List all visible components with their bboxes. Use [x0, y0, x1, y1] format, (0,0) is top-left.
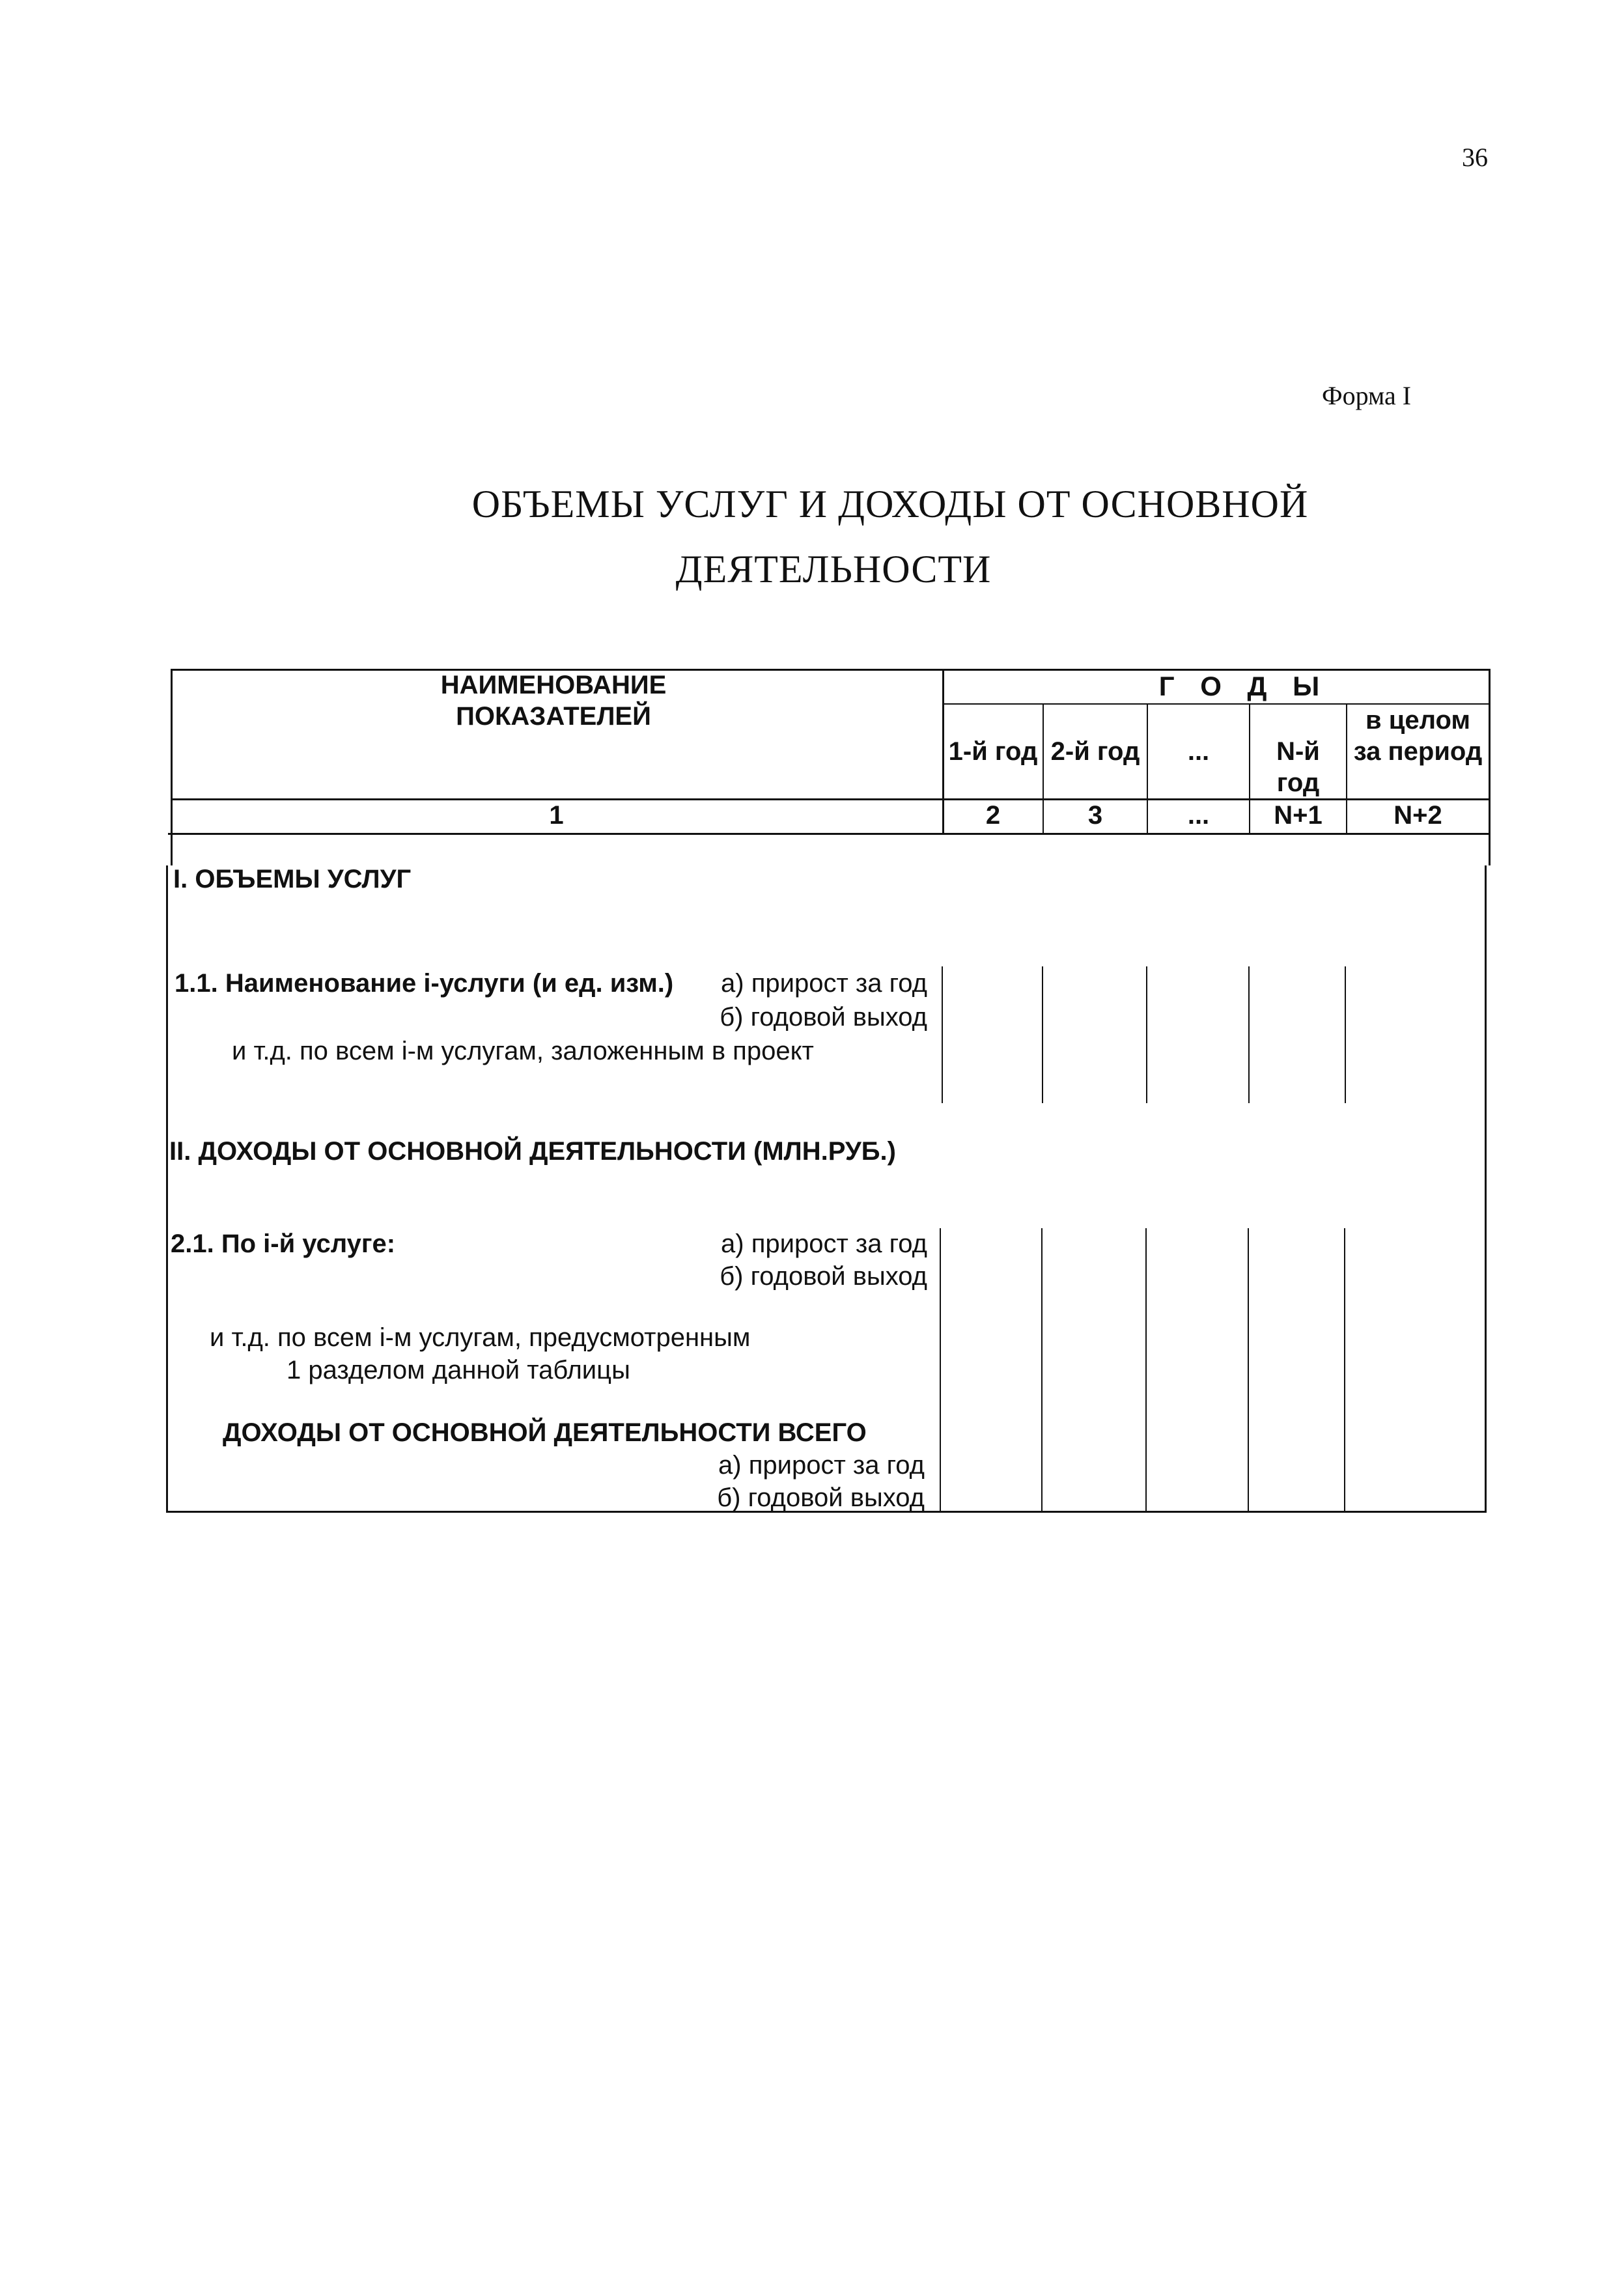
- page-number: 36: [1462, 143, 1488, 172]
- section-2-heading: II. ДОХОДЫ ОТ ОСНОВНОЙ ДЕЯТЕЛЬНОСТИ (МЛН.РУБ.): [169, 1137, 896, 1166]
- s2-divider-name: [940, 1228, 941, 1511]
- section-2-etc-line-1: и т.д. по всем i-м услугам, предусмотренным: [210, 1323, 751, 1352]
- table-border-right: [1489, 669, 1491, 865]
- s1-divider-y2: [1146, 966, 1147, 1103]
- document-title-line-1: ОБЪЕМЫ УСЛУГ И ДОХОДЫ ОТ ОСНОВНОЙ: [471, 483, 1309, 526]
- table-border-left-lower: [166, 865, 168, 1512]
- section-2-total-b: б) годовой выход: [717, 1483, 925, 1512]
- table-border-left: [171, 669, 173, 865]
- col-number-1: 1: [549, 801, 564, 830]
- col-number-n2: N+2: [1393, 801, 1442, 830]
- s2-divider-y1: [1041, 1228, 1043, 1511]
- header-total-line-1: в целом: [1365, 706, 1470, 735]
- section-2-item-label: 2.1. По i-й услуге:: [171, 1229, 396, 1258]
- section-1-heading: I. ОБЪЕМЫ УСЛУГ: [173, 865, 412, 893]
- header-year-n-line-1: N-й: [1276, 737, 1320, 766]
- section-2-item-b: б) годовой выход: [720, 1262, 927, 1291]
- header-name-line-1: НАИМЕНОВАНИЕ: [440, 671, 667, 699]
- table-border-right-lower: [1485, 865, 1487, 1512]
- section-2-total-heading: ДОХОДЫ ОТ ОСНОВНОЙ ДЕЯТЕЛЬНОСТИ ВСЕГО: [223, 1418, 867, 1447]
- col-number-n1: N+1: [1274, 801, 1323, 830]
- section-1-item-a: а) прирост за год: [721, 969, 927, 998]
- section-2-item-a: а) прирост за год: [721, 1229, 927, 1258]
- header-year-2: 2-й год: [1050, 737, 1140, 766]
- s1-divider-y1: [1042, 966, 1043, 1103]
- header-year-n-line-2: год: [1276, 768, 1320, 797]
- s2-divider-y3: [1248, 1228, 1249, 1511]
- form-label: Форма I: [1322, 381, 1412, 410]
- s1-divider-y3: [1248, 966, 1250, 1103]
- section-1-item-b: б) годовой выход: [720, 1003, 927, 1032]
- header-total-line-2: за период: [1353, 737, 1483, 766]
- s2-divider-y2: [1145, 1228, 1147, 1511]
- s2-divider-y4: [1344, 1228, 1345, 1511]
- header-years-group: Г О Д Ы: [1158, 671, 1329, 701]
- document-title-line-2: ДЕЯТЕЛЬНОСТИ: [675, 548, 992, 591]
- numbering-bottom-rule: [168, 833, 1491, 835]
- section-2-total-a: а) прирост за год: [718, 1451, 925, 1480]
- col-number-3: 3: [1087, 801, 1103, 830]
- col-number-2: 2: [985, 801, 1001, 830]
- header-name-line-2: ПОКАЗАТЕЛЕЙ: [456, 702, 651, 731]
- section-1-item-label: 1.1. Наименование i-услуги (и ед. изм.): [175, 969, 674, 998]
- section-2-etc-line-2: 1 разделом данной таблицы: [287, 1356, 630, 1384]
- header-year-ellipsis: ...: [1187, 737, 1210, 766]
- section-1-etc: и т.д. по всем i-м услугам, заложенным в проект: [232, 1037, 814, 1065]
- header-year-1: 1-й год: [948, 737, 1038, 766]
- col-number-ellipsis: ...: [1187, 801, 1210, 830]
- s1-divider-y4: [1345, 966, 1346, 1103]
- s1-divider-name: [942, 966, 943, 1103]
